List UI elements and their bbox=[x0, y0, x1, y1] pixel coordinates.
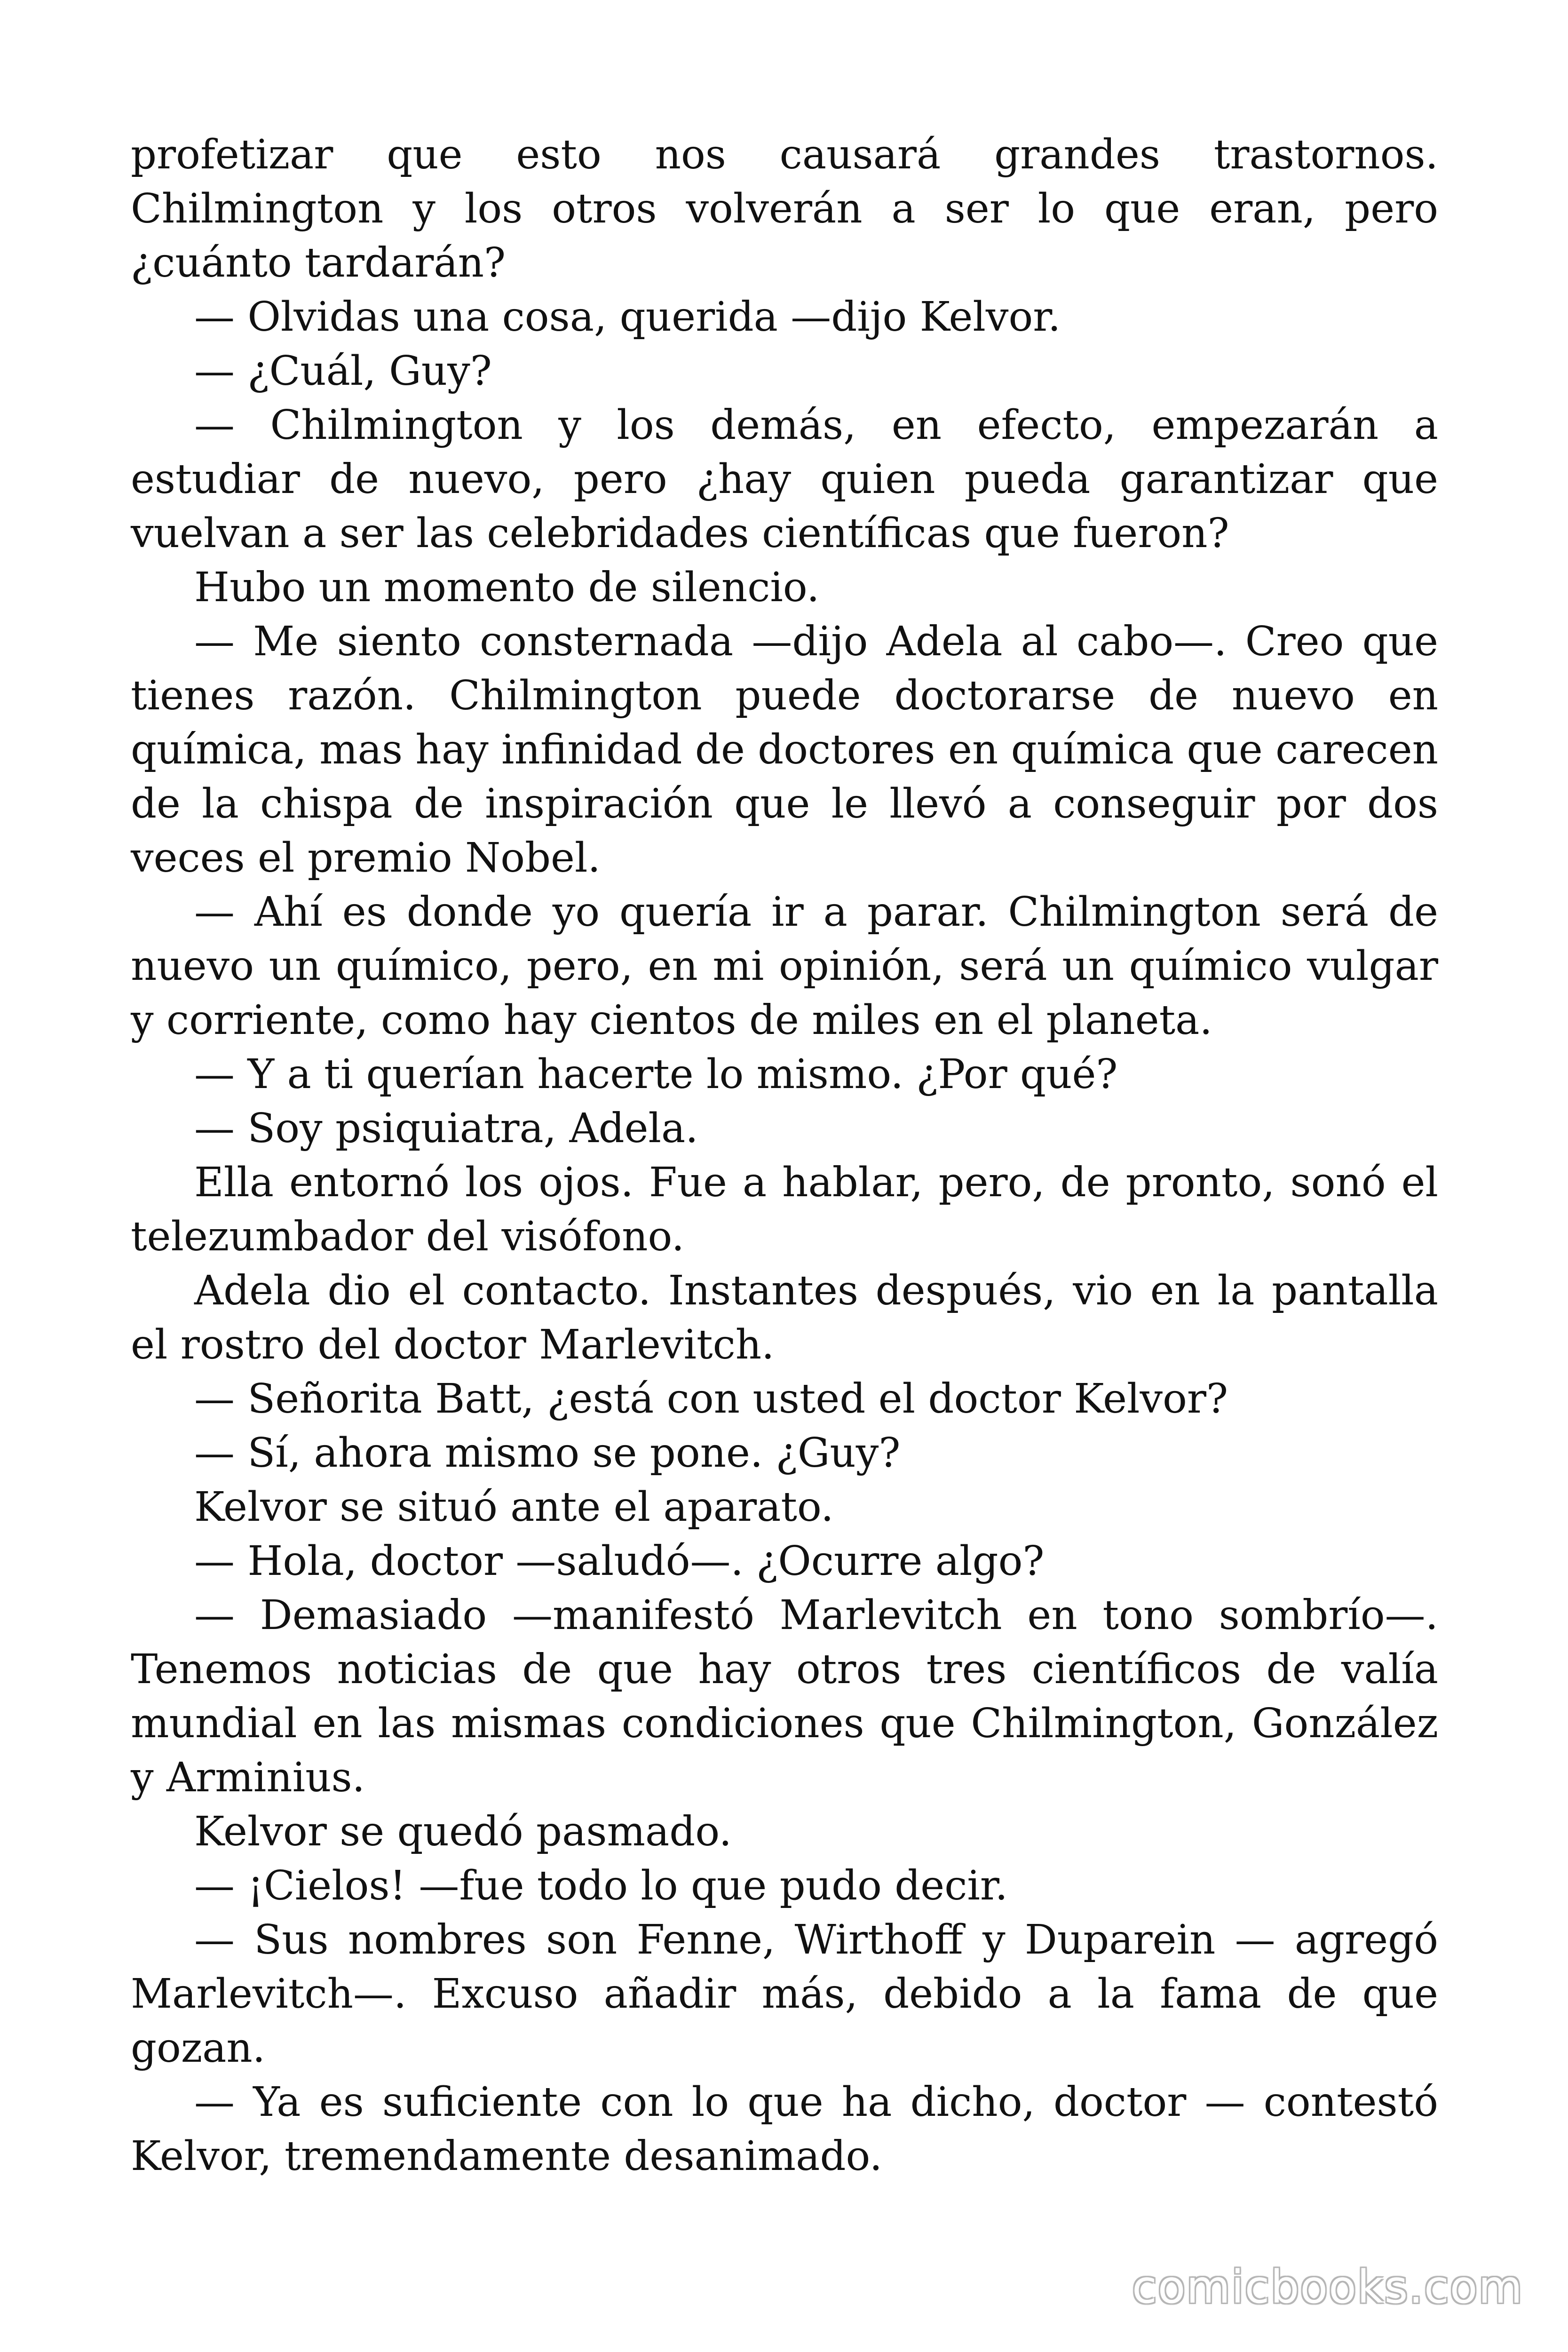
paragraph-2: — ¿Cuál, Guy? bbox=[194, 348, 492, 395]
paragraph-3: — Chilmington y los demás, en efecto, empezarán a estudiar de nuevo, pero ¿hay quien pueda garantizar que vuelvan a ser las celebridades científicas que fueron? bbox=[131, 402, 1438, 557]
paragraph-10: Adela dio el contacto. Instantes después, vio en la pantalla el rostro del doctor Marlevitch. bbox=[131, 1267, 1438, 1368]
paragraph-17: — ¡Cielos! —fue todo lo que pudo decir. bbox=[194, 1862, 1008, 1909]
paragraph-6: — Ahí es donde yo quería ir a parar. Chilmington será de nuevo un químico, pero, en mi opinión, será un químico vulgar y corriente, como hay cientos de miles en el planeta. bbox=[131, 889, 1438, 1044]
paragraph-9: Ella entornó los ojos. Fue a hablar, pero, de pronto, sonó el telezumbador del visófono. bbox=[131, 1159, 1438, 1260]
paragraph-5: — Me siento consternada —dijo Adela al cabo—. Creo que tienes razón. Chilmington puede doctorarse de nuevo en química, mas hay infinidad de doctores en química que carecen de la chispa de inspiración que le llevó a conseguir por dos veces el premio Nobel. bbox=[131, 618, 1438, 882]
paragraph-8: — Soy psiquiatra, Adela. bbox=[194, 1105, 698, 1152]
paragraph-12: — Sí, ahora mismo se pone. ¿Guy? bbox=[194, 1430, 901, 1477]
page-text bbox=[131, 128, 1438, 2184]
paragraph-0: profetizar que esto nos causará grandes trastornos. Chilmington y los otros volverán a ser lo que eran, pero ¿cuánto tardarán? bbox=[131, 131, 1438, 286]
paragraph-7: — Y a ti querían hacerte lo mismo. ¿Por qué? bbox=[194, 1051, 1118, 1098]
paragraph-16: Kelvor se quedó pasmado. bbox=[194, 1808, 732, 1855]
paragraph-4: Hubo un momento de silencio. bbox=[194, 564, 820, 611]
paragraph-19: — Ya es suficiente con lo que ha dicho, doctor — contestó Kelvor, tremendamente desanimado. bbox=[131, 2079, 1438, 2180]
paragraph-14: — Hola, doctor —saludó—. ¿Ocurre algo? bbox=[194, 1538, 1045, 1585]
paragraph-11: — Señorita Batt, ¿está con usted el doctor Kelvor? bbox=[194, 1375, 1228, 1422]
paragraph-13: Kelvor se situó ante el aparato. bbox=[194, 1484, 834, 1531]
watermark: comicbooks.com bbox=[1132, 2261, 1523, 2313]
paragraph-15: — Demasiado —manifestó Marlevitch en tono sombrío—. Tenemos noticias de que hay otros tres científicos de valía mundial en las mismas condiciones que Chilmington, González y Arminius. bbox=[131, 1592, 1438, 1801]
paragraph-18: — Sus nombres son Fenne, Wirthoff y Duparein — agregó Marlevitch—. Excuso añadir más, debido a la fama de que gozan. bbox=[131, 1916, 1438, 2072]
paragraph-1: — Olvidas una cosa, querida —dijo Kelvor. bbox=[194, 294, 1061, 341]
